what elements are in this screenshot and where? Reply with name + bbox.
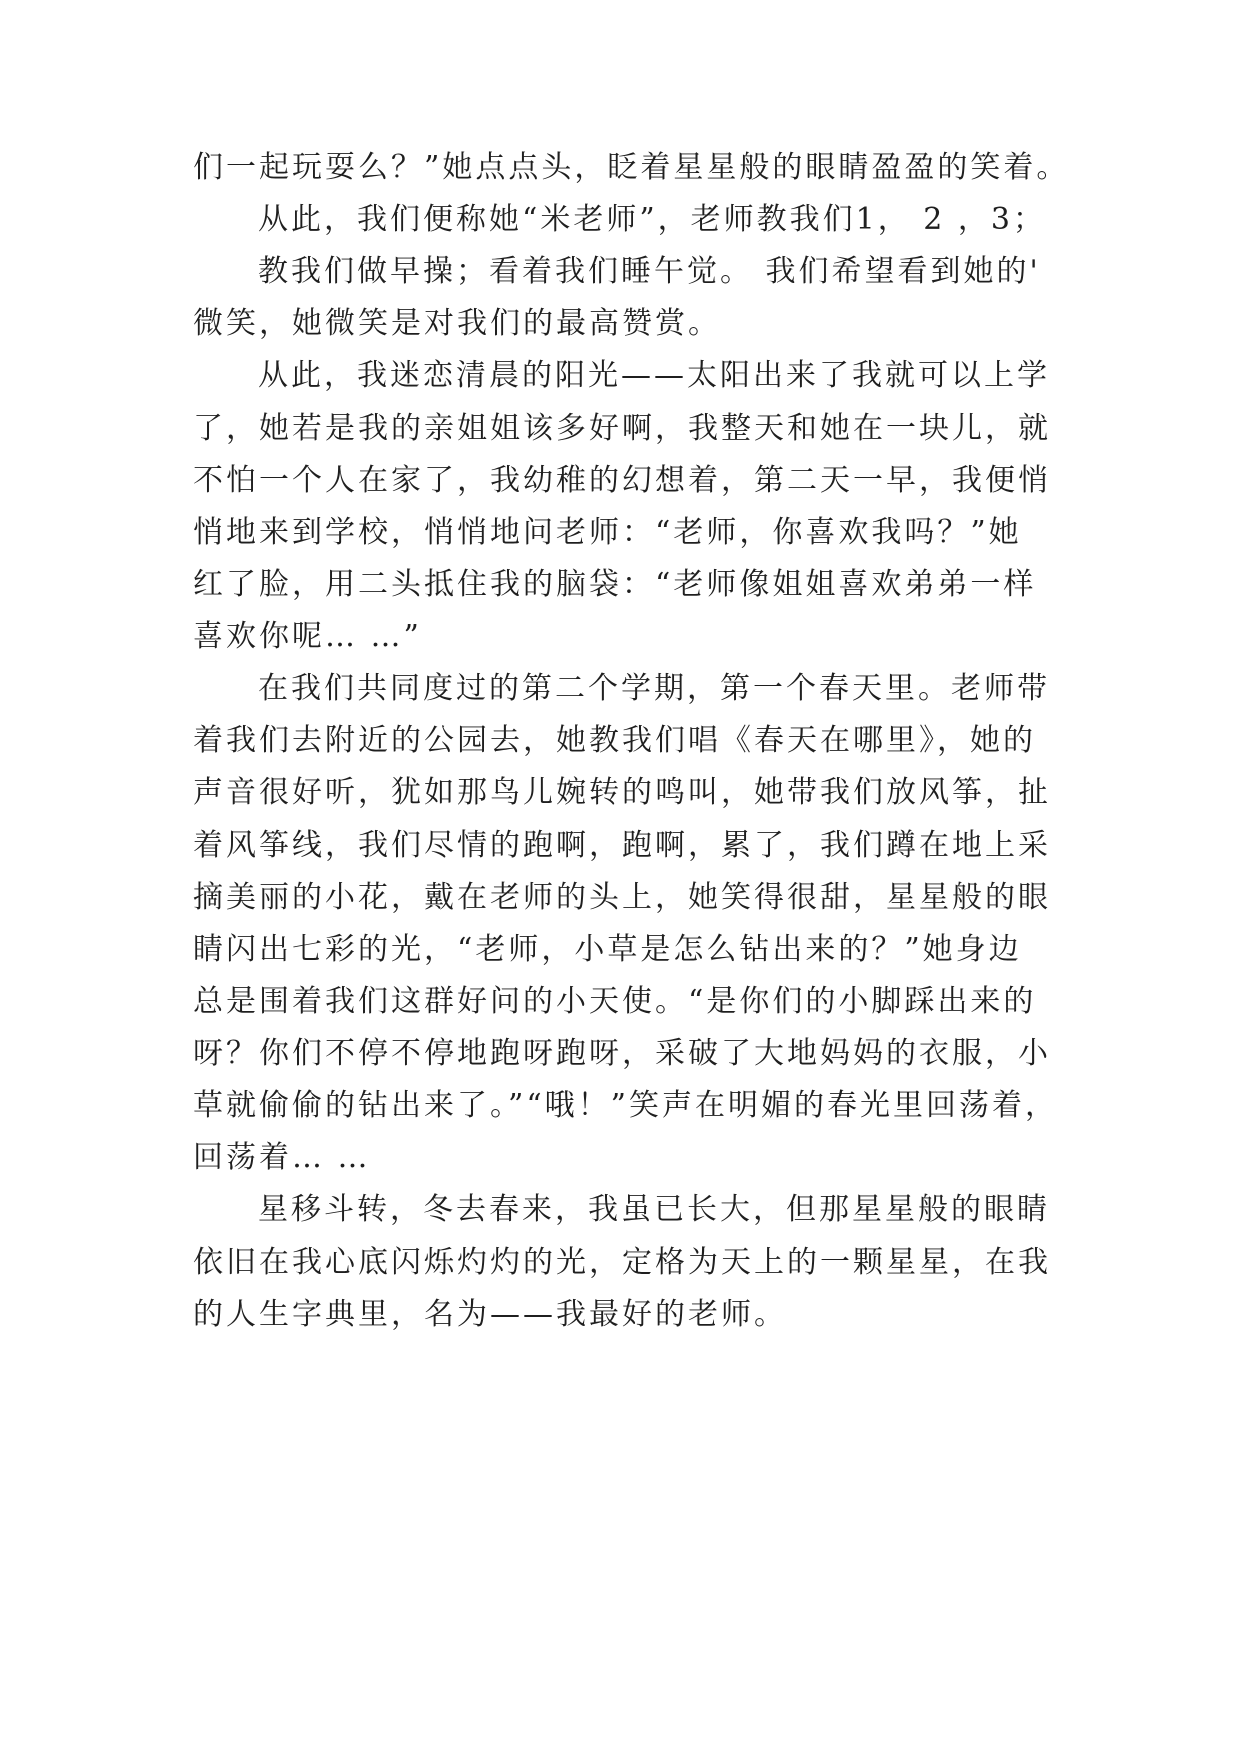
text-line: 喜欢你呢… …” (193, 619, 422, 654)
text-line: 星移斗转，冬去春来，我虽已长大，但那星星般的眼睛 (258, 1192, 1050, 1227)
text-line: 教我们做早操；看着我们睡午觉。 我们希望看到她的' (258, 254, 1041, 289)
text-line: 悄地来到学校，悄悄地问老师：“老师，你喜欢我吗？”她 (193, 515, 1022, 550)
text-line: 草就偷偷的钻出来了。”“哦！”笑声在明媚的春光里回荡着， (193, 1088, 1059, 1123)
text-line: 不怕一个人在家了，我幼稚的幻想着，第二天一早，我便悄 (193, 463, 1051, 498)
text-line: 了，她若是我的亲姐姐该多好啊，我整天和她在一块儿，就 (193, 411, 1051, 446)
text-line: 着风筝线，我们尽情的跑啊，跑啊，累了，我们蹲在地上采 (193, 828, 1051, 863)
text-line: 总是围着我们这群好问的小天使。“是你们的小脚踩出来的 (193, 984, 1037, 1019)
text-line: 呀？你们不停不停地跑呀跑呀，采破了大地妈妈的衣服，小 (193, 1036, 1051, 1071)
text-line: 回荡着… … (193, 1140, 371, 1175)
text-line: 红了脸，用二头抵住我的脑袋：“老师像姐姐喜欢弟弟一样 (193, 567, 1037, 602)
text-line: 从此，我们便称她“米老师”，老师教我们1， 2 ，3； (258, 202, 1047, 237)
text-line: 的人生字典里，名为——我最好的老师。 (193, 1297, 787, 1332)
text-line: 微笑，她微笑是对我们的最高赞赏。 (193, 306, 721, 341)
text-line: 睛闪出七彩的光，“老师，小草是怎么钻出来的？”她身边 (193, 932, 1022, 967)
text-line: 们一起玩耍么？”她点点头，眨着星星般的眼睛盈盈的笑着。 (193, 150, 1070, 185)
text-line: 着我们去附近的公园去，她教我们唱《春天在哪里》，她的 (193, 723, 1036, 758)
text-line: 依旧在我心底闪烁灼灼的光，定格为天上的一颗星星，在我 (193, 1245, 1051, 1280)
text-line: 在我们共同度过的第二个学期，第一个春天里。老师带 (258, 671, 1050, 706)
text-line: 从此，我迷恋清晨的阳光——太阳出来了我就可以上学 (258, 358, 1050, 393)
text-line: 摘美丽的小花，戴在老师的头上，她笑得很甜，星星般的眼 (193, 880, 1051, 915)
text-line: 声音很好听，犹如那鸟儿婉转的鸣叫，她带我们放风筝，扯 (193, 775, 1051, 810)
